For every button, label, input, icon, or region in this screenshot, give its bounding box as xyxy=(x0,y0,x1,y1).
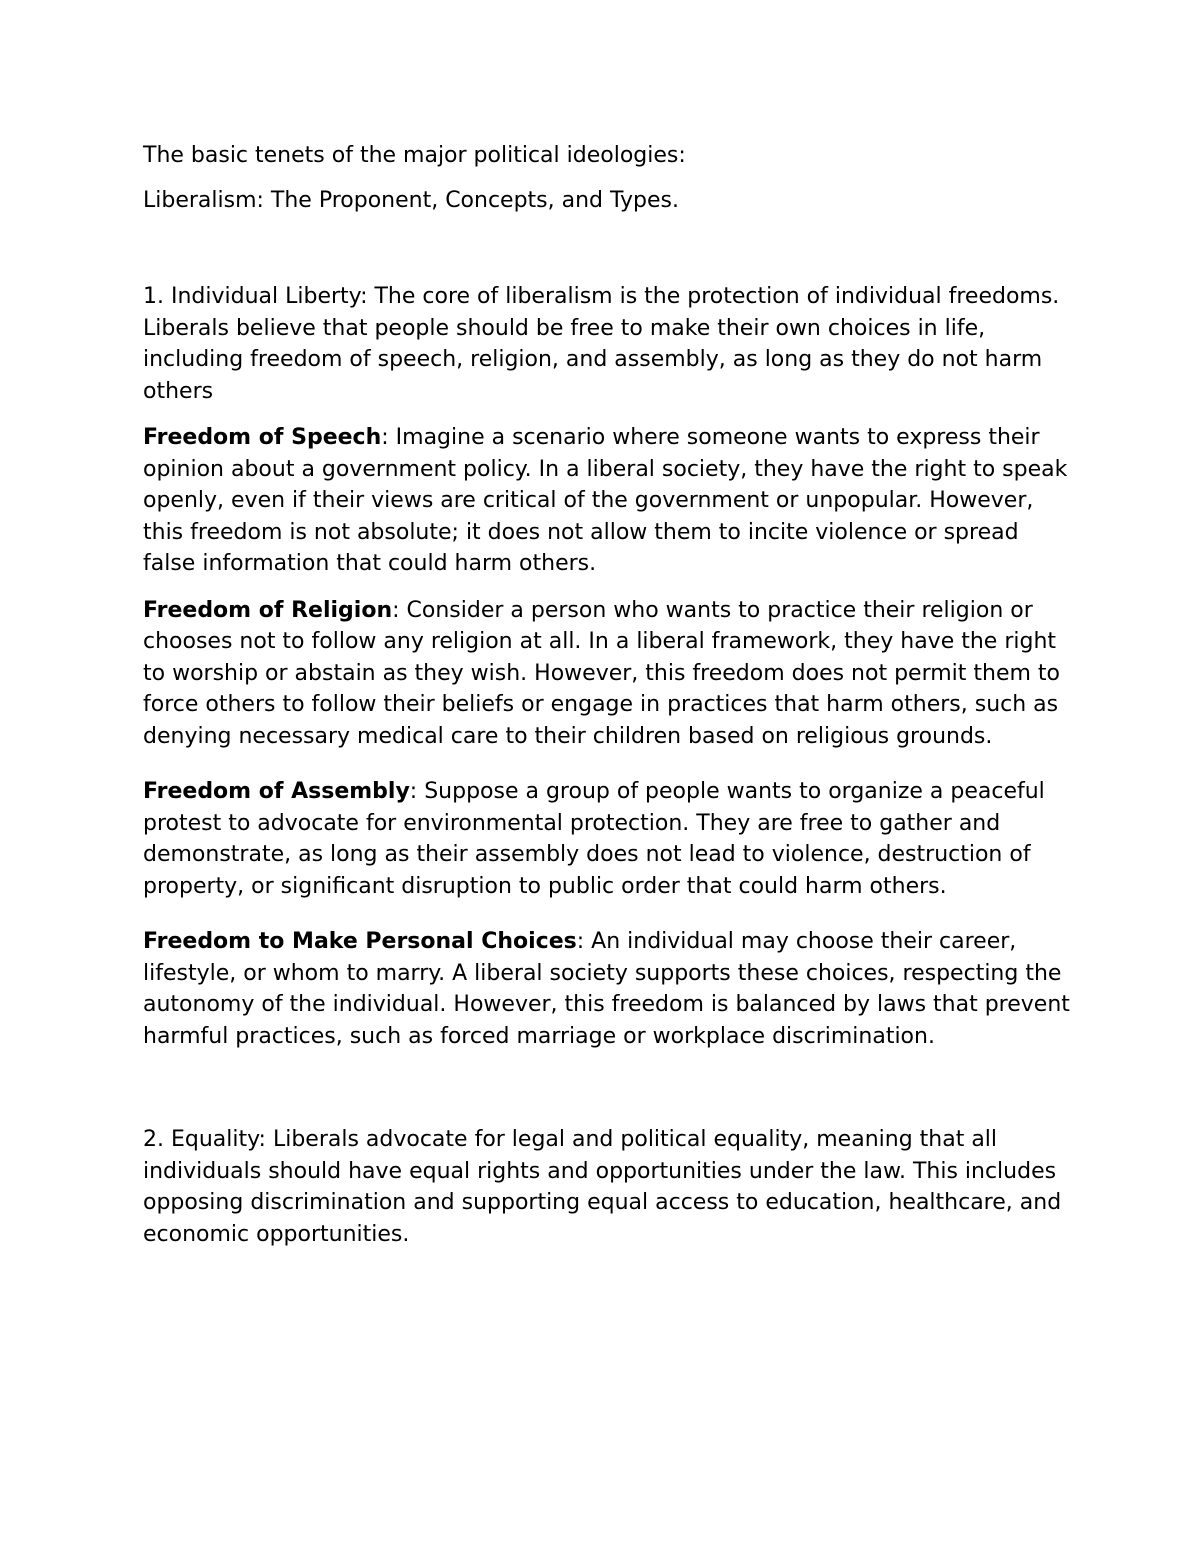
text-freedom-personal-choices: : An individual may choose their career, lifestyle, or whom to marry. A liberal society supports these choices, respecting the autonomy of the individual. However, this freedom is balanced by laws that prevent harmful practices, such as forced marriage or workplace discrimination. xyxy=(143,929,1070,1049)
term-freedom-of-speech: Freedom of Speech xyxy=(143,425,382,450)
term-freedom-personal-choices: Freedom to Make Personal Choices xyxy=(143,929,577,954)
document-body xyxy=(143,140,1073,1265)
point-equality: 2. Equality: Liberals advocate for legal and political equality, meaning that all individuals should have equal rights and opportunities under the law. This includes opposing discrimination and supporting equal access to education, healthcare, and economic opportunities. xyxy=(143,1127,1062,1247)
term-freedom-of-religion: Freedom of Religion xyxy=(143,597,393,623)
text-freedom-of-speech: : Imagine a scenario where someone wants to express their opinion about a government policy. In a liberal society, they have the right to speak openly, even if their views are critical of the government or unpopular. However, this freedom is not absolute; it does not allow them to incite violence or spread false information that could harm others. xyxy=(143,425,1068,576)
example-freedom-of-assembly xyxy=(143,776,1073,902)
document-title: The basic tenets of the major political ideologies: xyxy=(143,143,686,168)
text-freedom-of-religion: : Consider a person who wants to practice their religion or chooses not to follow any religion at all. In a liberal framework, they have the right to worship or abstain as they wish. However, this freedom does not permit them to force others to follow their beliefs or engage in practices that harm others, such as denying necessary medical care to their children based on religious grounds. xyxy=(143,597,1061,749)
document-subtitle: Liberalism: The Proponent, Concepts, and Types. xyxy=(143,187,679,213)
term-freedom-of-assembly: Freedom of Assembly xyxy=(143,779,410,804)
example-freedom-of-religion xyxy=(143,595,1073,753)
point-individual-liberty: 1. Individual Liberty: The core of liberalism is the protection of individual freedoms. Liberals believe that people should be free to make their own choices in life, including freedom of speech, religion, and assembly, as long as they do not harm others xyxy=(143,284,1060,404)
example-freedom-personal-choices xyxy=(143,926,1073,1052)
text-freedom-of-assembly: : Suppose a group of people wants to organize a peaceful protest to advocate for environmental protection. They are free to gather and demonstrate, as long as their assembly does not lead to violence, destruction of property, or significant disruption to public order that could harm others. xyxy=(143,779,1045,899)
example-freedom-of-speech xyxy=(143,422,1073,580)
